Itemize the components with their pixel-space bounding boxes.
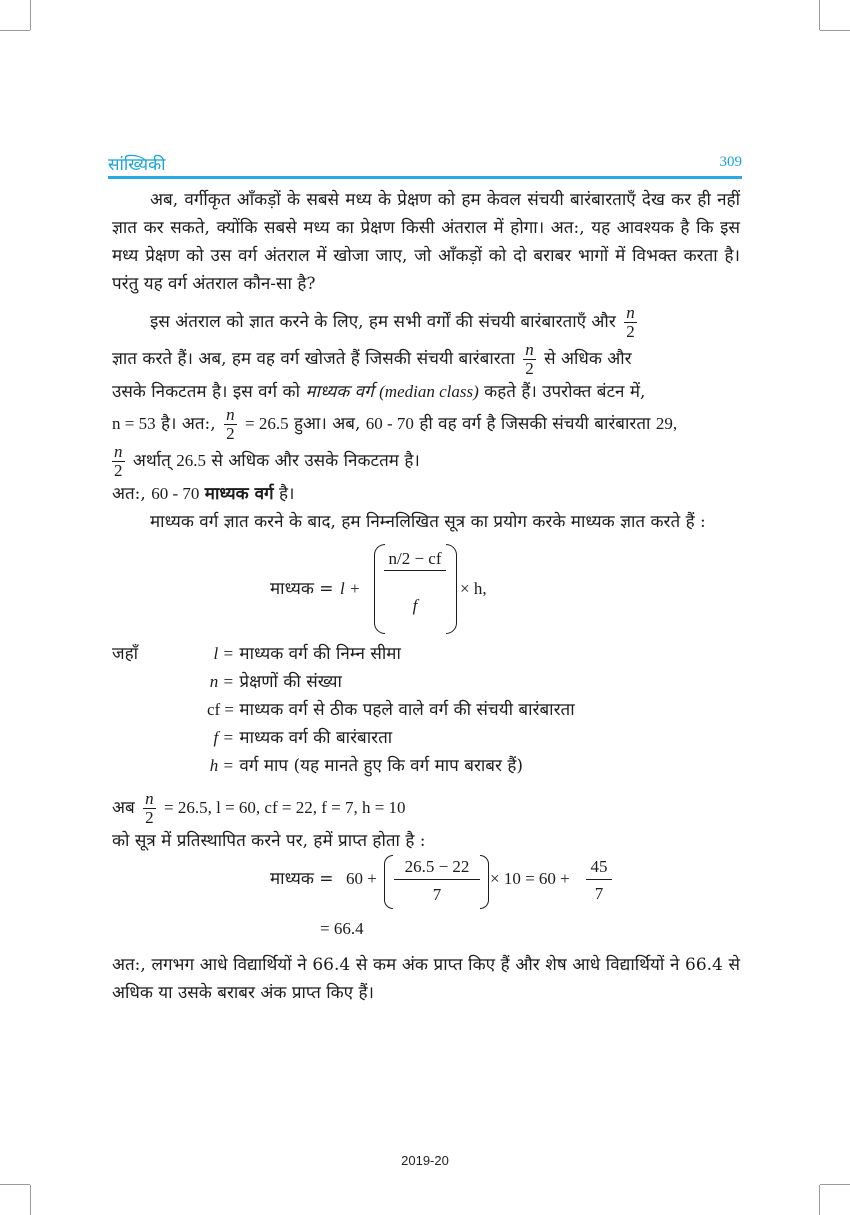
definition-item: l = माध्यक वर्ग की निम्न सीमा	[213, 644, 401, 664]
definition-item: n = प्रेक्षणों की संख्या	[209, 672, 342, 692]
definition-item: f = माध्यक वर्ग की बारंबारता	[213, 728, 393, 748]
values-line: अब $\frac{n}{2}$ = 26.5, l = 60, cf = 22, f = 7, h = 10	[112, 789, 406, 827]
fraction-n-over-2: $\frac{n}{2}$	[114, 442, 123, 480]
right-parenthesis	[480, 855, 489, 909]
page-content	[112, 186, 740, 1007]
paragraph-conclusion: अत:, लगभग आधे विद्यार्थियों ने 66.4 से कम अंक प्राप्त किए हैं और शेष आधे विद्यार्थियों ने 66.4 से अधिक या उसके बराबर अंक प्राप्त किए हैं।	[112, 955, 740, 1003]
left-parenthesis	[384, 855, 393, 909]
median-calculation: माध्यक = 60 + 26.5 − 22 7 × 10 = 60 + $\frac{45}{7}$ = 66.4	[112, 855, 740, 951]
term-median-class: माध्यक वर्ग	[305, 382, 374, 402]
fraction-45-over-7: $\frac{45}{7}$	[586, 855, 612, 908]
crop-mark	[30, 0, 31, 30]
right-parenthesis	[446, 544, 457, 634]
median-class-statement: अत:, 60 - 70 माध्यक वर्ग है।	[112, 484, 295, 504]
paragraph-formula-intro: माध्यक वर्ग ज्ञात करने के बाद, हम निम्नलिखित सूत्र का प्रयोग करके माध्यक ज्ञात करते हैं :	[150, 512, 706, 532]
substitute-line: को सूत्र में प्रतिस्थापित करने पर, हमें प्राप्त होता है :	[112, 831, 426, 851]
paragraph-median-class: इस अंतराल को ज्ञात करने के लिए, हम सभी वर्गों की संचयी बारंबारताएँ और $\frac{n}{2}$ ज्ञात करते हैं। अब, हम वह वर्ग खोजते हैं जिसकी संचयी बारंबारता $\frac{n}{2}$ से अधिक और उसके निकटतम है। इस वर्ग को माध्यक वर्ग (median class) कहते हैं। उपरोक्त बंटन में, n = 53 है। अत:, $\frac{n}{2}$ = 26.5 हुआ। अब, 60 - 70 ही वह वर्ग है जिसकी संचयी बारंबारता 29, $\frac{n}{2}$ अर्थात् 26.5 से अधिक और उसके निकटतम है।	[112, 303, 678, 480]
crop-mark	[30, 1185, 31, 1215]
fraction-n-over-2: $\frac{n}{2}$	[145, 789, 154, 827]
fraction-n-over-2: $\frac{n}{2}$	[626, 303, 635, 341]
median-result: = 66.4	[320, 919, 364, 938]
crop-mark	[819, 1185, 820, 1215]
crop-mark	[819, 0, 820, 30]
crop-mark	[820, 1184, 850, 1185]
formula-definitions: जहाँ l = माध्यक वर्ग की निम्न सीमा n = प्रेक्षणों की संख्या cf = माध्यक वर्ग से ठीक पहले वाले वर्ग की संचयी बारंबारता f = माध्यक वर्ग की बारंबारता h = वर्ग माप (यह मानते हुए कि वर्ग माप बराबर हैं)	[112, 640, 740, 790]
header-rule	[108, 176, 742, 179]
definition-item: cf = माध्यक वर्ग से ठीक पहले वाले वर्ग की संचयी बारंबारता	[206, 700, 575, 720]
crop-mark	[0, 30, 30, 31]
fraction-n-over-2: $\frac{n}{2}$	[525, 340, 534, 378]
fraction-n-over-2: $\frac{n}{2}$	[226, 405, 235, 443]
median-formula: माध्यक = l + n/2 − cf f × h,	[112, 542, 740, 638]
chapter-title: सांख्यिकी	[108, 155, 166, 175]
crop-mark	[820, 30, 850, 31]
definition-item: h = वर्ग माप (यह मानते हुए कि वर्ग माप बराबर हैं)	[209, 756, 524, 776]
footer-year: 2019-20	[401, 1153, 449, 1168]
page-header	[108, 150, 742, 178]
crop-mark	[0, 1184, 30, 1185]
paragraph-intro: अब, वर्गीकृत आँकड़ों के सबसे मध्य के प्रेक्षण को हम केवल संचयी बारंबारताएँ देख कर ही नहीं ज्ञात कर सकते, क्योंकि सबसे मध्य का प्रेक्षण किसी अंतराल में होगा। अत:, यह आवश्यक है कि इस मध्य प्रेक्षण को उस वर्ग अंतराल में खोजा जाए, जो आँकड़ों को दो बराबर भागों में विभक्त करता है। परंतु यह वर्ग अंतराल कौन-सा है?	[112, 190, 741, 294]
page-number: 309	[719, 154, 742, 170]
